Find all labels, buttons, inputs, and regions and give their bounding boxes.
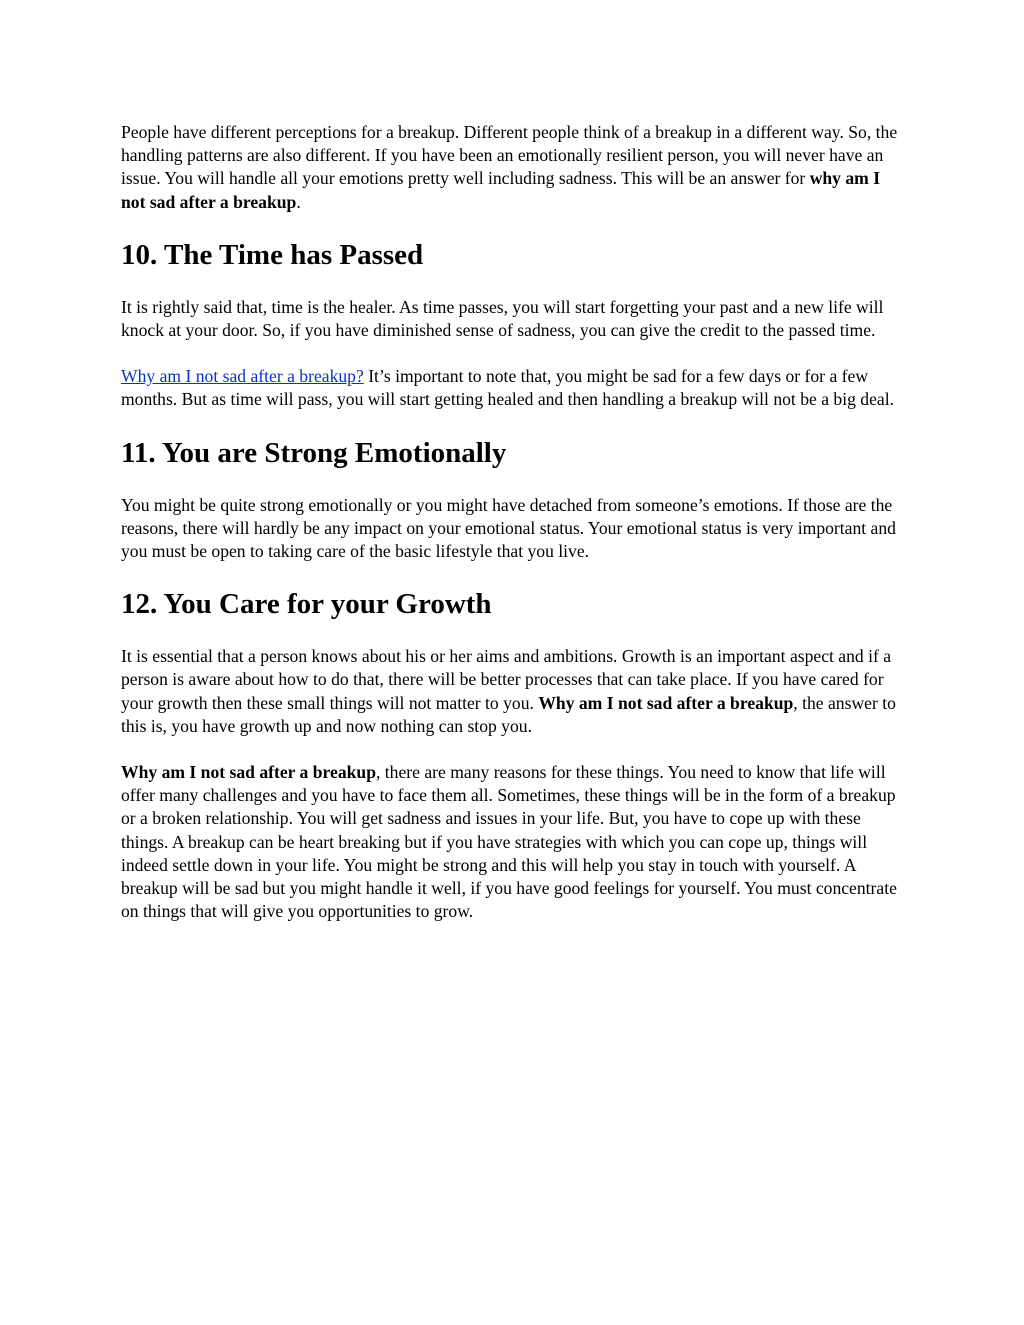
section-12-paragraph-1	[121, 645, 906, 738]
section-10-paragraph-2	[121, 365, 906, 411]
section-12-paragraph-1-text-1: It is essential that a person knows about his or her aims and ambitions. Growth is an important aspect and if a person is aware about how to do that, there will be better processes that can take place. If you have cared for your growth then these small things will not matter to you.	[121, 646, 892, 713]
heading-section-12: 12. You Care for your Growth	[121, 588, 492, 621]
heading-section-11: 11. You are Strong Emotionally	[121, 436, 507, 469]
why-not-sad-link[interactable]: Why am I not sad after a breakup?	[121, 366, 364, 387]
section-10-paragraph-1: It is rightly said that, time is the healer. As time passes, you will start forgetting your past and a new life will knock at your door. So, if you have diminished sense of sadness, you can give the credit to the passed time.	[121, 296, 884, 341]
section-12-paragraph-2	[121, 761, 906, 923]
section-12-paragraph-1-text-2: , the answer to this is, you have growth up and now nothing can stop you.	[121, 692, 896, 736]
section-11-paragraph: You might be quite strong emotionally or you might have detached from someone’s emotions. If those are the reasons, there will hardly be any impact on your emotional status. Your emotional status is very important and you must be open to taking care of the basic lifestyle that you live.	[121, 494, 896, 562]
section-12-paragraph-2-text: , there are many reasons for these things. You need to know that life will offer many challenges and you have to face them all. Sometimes, these things will be in the form of a breakup or a broken relationship. You will get sadness and issues in your life. But, you have to cope up with these things. A breakup can be heart breaking but if you have strategies with which you can cope up, things will indeed settle down in your life. You might be strong and this will help you stay in touch with yourself. A breakup will be sad but you might handle it well, if you have good feelings for yourself. You must concentrate on things that will give you opportunities to grow.	[121, 762, 897, 922]
heading-section-10: 10. The Time has Passed	[121, 238, 424, 271]
document-page	[121, 121, 906, 923]
intro-text-1: People have different perceptions for a breakup. Different people think of a breakup in a different way. So, the handling patterns are also different. If you have been an emotionally resilient person, you will never have an issue. You will handle all your emotions pretty well including sadness. This will be an answer for	[121, 122, 898, 189]
intro-text-2: .	[296, 191, 301, 212]
section-12-paragraph-1-bold: Why am I not sad after a breakup	[538, 692, 794, 713]
section-10-paragraph-2-text: It’s important to note that, you might be sad for a few days or for a few months. But as time will pass, you will start getting healed and then handling a breakup will not be a big deal.	[121, 366, 894, 410]
section-12-paragraph-2-bold: Why am I not sad after a breakup	[121, 762, 376, 783]
intro-bold-phrase: why am I not sad after a breakup	[121, 168, 881, 212]
intro-paragraph	[121, 121, 906, 214]
